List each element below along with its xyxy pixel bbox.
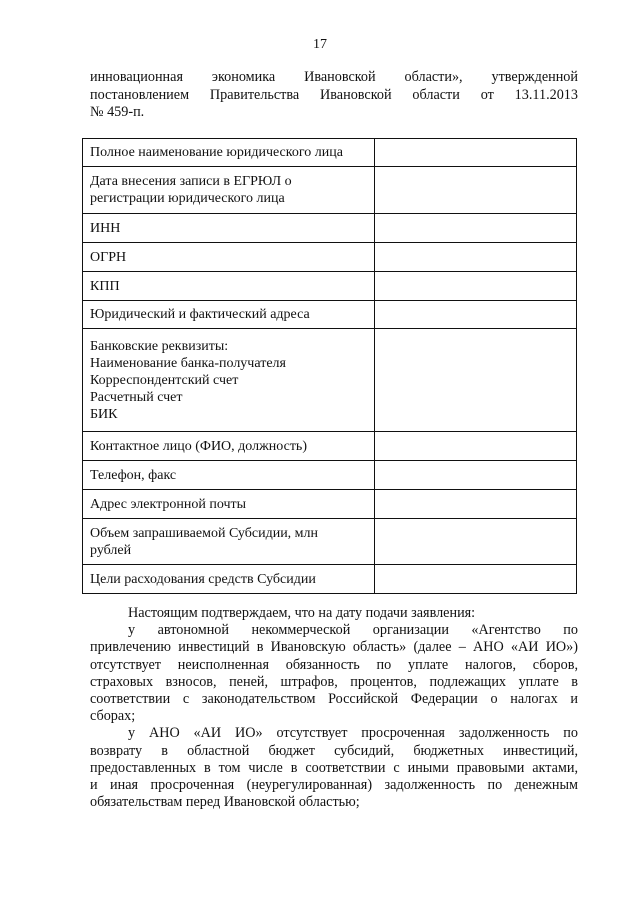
field-label: Объем запрашиваемой Субсидии, млн (90, 525, 319, 541)
field-label: БИК (90, 406, 118, 422)
field-label: Корреспондентский счет (90, 372, 239, 388)
table-row (83, 461, 577, 490)
field-label: Расчетный счет (90, 389, 183, 405)
field-value-cell[interactable] (375, 167, 577, 214)
body-line: обязательствам перед Ивановской областью; (90, 794, 360, 811)
table-row (83, 272, 577, 301)
intro-line: № 459-п. (90, 104, 145, 120)
applicant-details-table (82, 138, 577, 594)
field-value-cell[interactable] (375, 243, 577, 272)
field-label-cell (83, 490, 375, 519)
field-value-cell[interactable] (375, 461, 577, 490)
field-label-cell (83, 461, 375, 490)
field-label: ОГРН (90, 249, 127, 265)
field-label-cell (83, 243, 375, 272)
field-value-cell[interactable] (375, 490, 577, 519)
body-line: отсутствует неисполненная обязанность по уплате налогов, сборов, (90, 656, 578, 673)
field-label: КПП (90, 278, 120, 294)
field-value-cell[interactable] (375, 329, 577, 432)
field-value-cell[interactable] (375, 139, 577, 167)
body-line: соответствии с законодательством Российской Федерации о налогах и (90, 691, 578, 708)
field-value-cell[interactable] (375, 432, 577, 461)
table-row (83, 243, 577, 272)
table-row (83, 329, 577, 432)
field-label: рублей (90, 542, 132, 558)
table-row (83, 432, 577, 461)
field-label: Наименование банка-получателя (90, 355, 286, 371)
field-value-cell[interactable] (375, 272, 577, 301)
body-line: Настоящим подтверждаем, что на дату подачи заявления: (128, 605, 476, 621)
body-line: привлечению инвестиций в Ивановскую область» (далее – АНО «АИ ИО») (90, 639, 578, 656)
field-value-cell[interactable] (375, 565, 577, 594)
field-label-cell (83, 565, 375, 594)
body-line: и иная просроченная (неурегулированная) задолженность по денежным (90, 777, 578, 794)
field-label-cell (83, 167, 375, 214)
table-row (83, 301, 577, 329)
body-line: возврату в областной бюджет субсидий, бюджетных инвестиций, (90, 742, 578, 759)
intro-paragraph (90, 69, 578, 122)
field-label: Юридический и фактический адреса (90, 307, 310, 322)
field-value-cell[interactable] (375, 519, 577, 565)
field-label-cell (83, 329, 375, 432)
field-label: регистрации юридического лица (90, 191, 285, 206)
body-line: у АНО «АИ ИО» отсутствует просроченная задолженность по (128, 725, 578, 742)
body-line: сборах; (90, 708, 136, 725)
table-row (83, 519, 577, 565)
field-label-cell (83, 272, 375, 301)
field-label: ИНН (90, 220, 121, 236)
field-label: Контактное лицо (ФИО, должность) (90, 438, 307, 454)
field-value-cell[interactable] (375, 214, 577, 243)
table-row (83, 490, 577, 519)
table-row (83, 139, 577, 167)
body-line: предоставленных в том числе в соответствии с иными правовыми актами, (90, 759, 578, 776)
intro-line: инновационная экономика Ивановской области», утвержденной (90, 69, 578, 85)
confirmation-text (90, 605, 578, 811)
field-label-cell (83, 214, 375, 243)
field-label: Дата внесения записи в ЕГРЮЛ о (90, 174, 292, 189)
field-label-cell (83, 139, 375, 167)
field-label-cell (83, 432, 375, 461)
field-value-cell[interactable] (375, 301, 577, 329)
field-label-cell (83, 301, 375, 329)
body-line: страховых взносов, пеней, штрафов, процентов, подлежащих уплате в (90, 673, 578, 690)
field-label-cell (83, 519, 375, 565)
table-row (83, 167, 577, 214)
intro-line: постановлением Правительства Ивановской области от 13.11.2013 (90, 86, 578, 103)
field-label: Телефон, факс (90, 467, 177, 483)
body-line: у автономной некоммерческой организации «Агентство по (128, 622, 578, 639)
field-label: Полное наименование юридического лица (90, 145, 343, 160)
page-number: 17 (313, 37, 327, 52)
table-row (83, 214, 577, 243)
field-label: Адрес электронной почты (90, 496, 247, 512)
field-label: Цели расходования средств Субсидии (90, 571, 316, 587)
field-label: Банковские реквизиты: (90, 338, 229, 354)
table-row (83, 565, 577, 594)
